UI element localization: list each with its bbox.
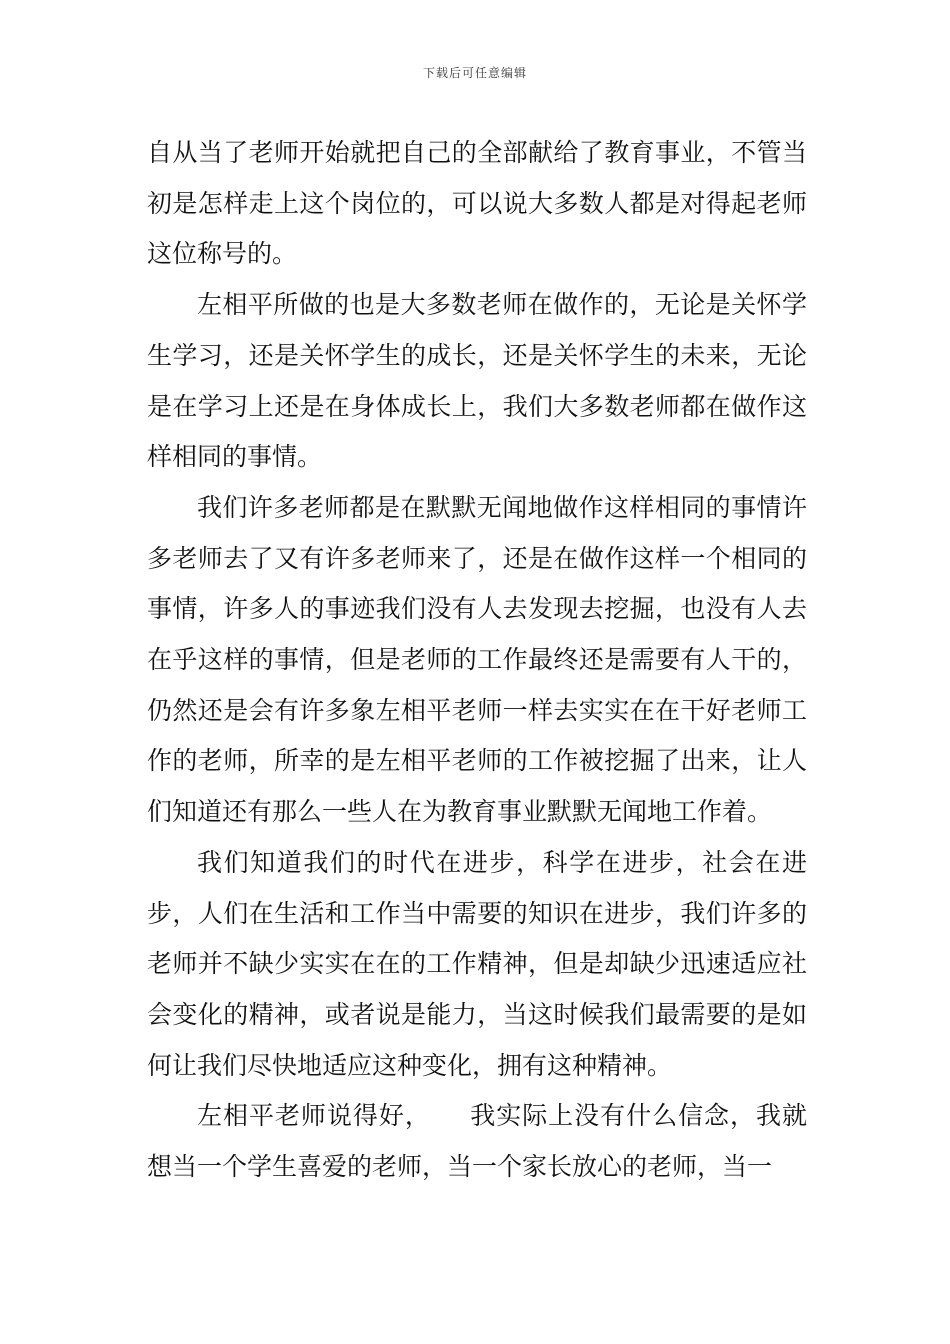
- paragraph-4: 我们知道我们的时代在进步，科学在进步，社会在进步，人们在生活和工作当中需要的知识在进步，我们许多的老师并不缺少实实在在的工作精神，但是却缺少迅速适应社会变化的精神，或者说是能力，当这时候我们最需要的是如何让我们尽快地适应这种变化，拥有这种精神。: [147, 847, 807, 1080]
- paragraph-5: 左相平老师说得好， 我实际上没有什么信念，我就想当一个学生喜爱的老师，当一个家长放心的老师，当一: [147, 1101, 807, 1182]
- paragraph-2: 左相平所做的也是大多数老师在做作的，无论是关怀学生学习，还是关怀学生的成长，还是关怀学生的未来，无论是在学习上还是在身体成长上，我们大多数老师都在做作这样相同的事情。: [147, 290, 807, 472]
- paragraph-3: 我们许多老师都是在默默无闻地做作这样相同的事情许多老师去了又有许多老师来了，还是在做作这样一个相同的事情，许多人的事迹我们没有人去发现去挖掘，也没有人去在乎这样的事情，但是老师的工作最终还是需要有人干的，仍然还是会有许多象左相平老师一样去实实在在干好老师工作的老师，所幸的是左相平老师的工作被挖掘了出来，让人们知道还有那么一些人在为教育事业默默无闻地工作着。: [147, 492, 807, 827]
- paragraph-1: 自从当了老师开始就把自己的全部献给了教育事业，不管当初是怎样走上这个岗位的，可以说大多数人都是对得起老师这位称号的。: [147, 138, 807, 269]
- body-text: [147, 128, 807, 1193]
- page-header-note: 下载后可任意编辑: [422, 66, 527, 80]
